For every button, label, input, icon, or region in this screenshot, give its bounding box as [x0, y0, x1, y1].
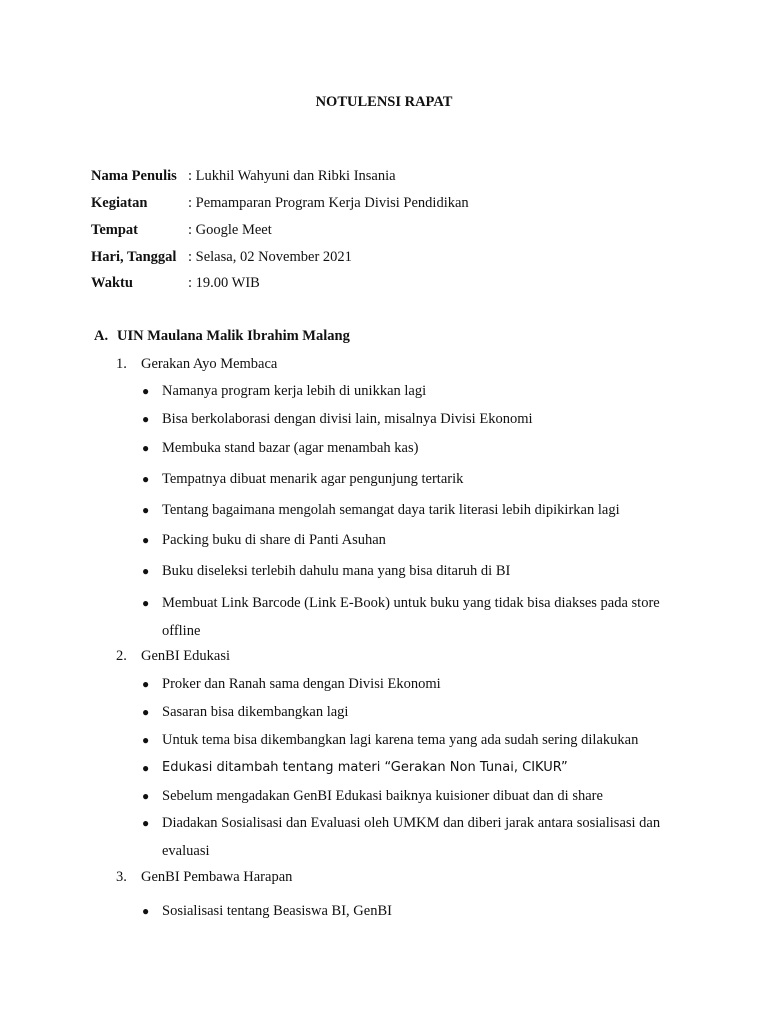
bullet-icon: ●: [142, 761, 150, 775]
list-item-heading: [116, 648, 230, 665]
item-title: GenBI Pembawa Harapan: [141, 869, 293, 885]
meta-label: Kegiatan: [91, 195, 148, 211]
meta-value: : Pemamparan Program Kerja Divisi Pendidikan: [188, 195, 469, 211]
document-page: NOTULENSI RAPAT Nama Penulis : Lukhil Wahyuni dan Ribki Insania Kegiatan : Pemamparan Program Kerja Divisi Pendidikan Tempat : Google Meet Hari, Tanggal : Selasa, 02 November 2021 Waktu : 19.00 WIB A. UIN Maulana Malik Ibrahim Malang 1. Gerakan Ayo Membaca ● Namanya program kerja lebih di unikkan lagi ● Bisa berkolaborasi dengan divisi lain, misalnya Divisi Ekonomi ● Membuka stand bazar (agar menambah kas) ● Tempatnya dibuat menarik agar pengunjung tertarik ● Tentang bagaimana mengolah semangat daya tarik literasi lebih dipikirkan lagi ● Packing buku di share di Panti Asuhan ● Buku diseleksi terlebih dahulu mana yang bisa ditaruh di BI ● Membuat Link Barcode (Link E-Book) untuk buku yang tidak bisa diakses pada store offline 2. GenBI Edukasi ● Proker dan Ranah sama dengan Divisi Ekonomi ● Sasaran bisa dikembangkan lagi ● Untuk tema bisa dikembangkan lagi karena tema yang ada sudah sering dilakukan ● Edukasi ditambah tentang materi “Gerakan Non Tunai, CIKUR” ● Sebelum mengadakan GenBI Edukasi baiknya kuisioner dibuat dan di share ● Diadakan Sosialisasi dan Evaluasi oleh UMKM dan diberi jarak antara sosialisasi dan evaluasi 3. GenBI Pembawa Harapan ● Sosialisasi tentang Beasiswa BI, GenBI: [0, 0, 768, 1024]
document-title: NOTULENSI RAPAT: [315, 94, 453, 110]
bullet-icon: ●: [142, 441, 150, 455]
bullet-icon: ●: [142, 789, 150, 803]
item-number: 1.: [116, 356, 127, 372]
list-item-heading: [116, 869, 292, 886]
list-item-heading: [116, 356, 277, 373]
meta-label: Hari, Tanggal: [91, 249, 177, 265]
item-number: 2.: [116, 648, 127, 664]
bullet-icon: ●: [142, 677, 150, 691]
bullet-icon: ●: [142, 904, 150, 918]
meta-value: : Selasa, 02 November 2021: [188, 249, 352, 265]
bullet-icon: ●: [142, 816, 150, 830]
section-letter: A.: [94, 328, 109, 344]
bullet-icon: ●: [142, 596, 150, 610]
item-title: Gerakan Ayo Membaca: [141, 356, 278, 372]
bullet-icon: ●: [142, 705, 150, 719]
item-number: 3.: [116, 869, 127, 885]
section-title: UIN Maulana Malik Ibrahim Malang: [117, 328, 350, 344]
bullet-icon: ●: [142, 733, 150, 747]
meta-label: Waktu: [91, 275, 133, 291]
section-heading: [94, 328, 350, 345]
bullet-icon: ●: [142, 384, 150, 398]
bullet-icon: ●: [142, 472, 150, 486]
bullet-icon: ●: [142, 533, 150, 547]
bullet-icon: ●: [142, 412, 150, 426]
meta-value: : Lukhil Wahyuni dan Ribki Insania: [188, 168, 396, 184]
meta-value: : Google Meet: [188, 222, 272, 238]
bullet-icon: ●: [142, 503, 150, 517]
item-title: GenBI Edukasi: [141, 648, 230, 664]
meta-label: Tempat: [91, 222, 138, 238]
meta-label: Nama Penulis: [91, 168, 177, 184]
bullet-icon: ●: [142, 564, 150, 578]
meta-value: : 19.00 WIB: [188, 275, 260, 291]
